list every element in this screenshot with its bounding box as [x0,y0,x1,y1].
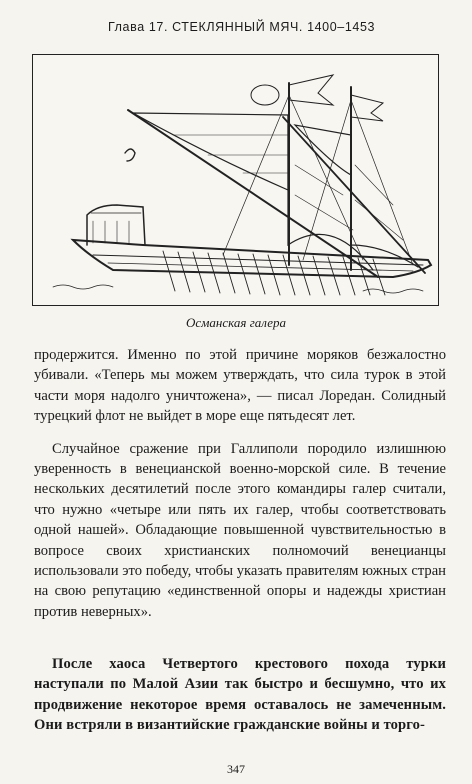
paragraph-1: продержится. Именно по этой причине моряков безжалостно убивали. «Теперь мы можем утверждать, что сила турок в этой части моря надолго уничтожена», — писал Лоредан. Солидный турецкий флот не выйдет в море еще пятьдесят лет. [34,347,446,425]
page-number: 347 [227,762,245,776]
paragraph-2: Случайное сражение при Галлиполи породило излишнюю уверенность в венецианской военно-морской силе. В течение нескольких десятилетий после этого командиры галер считали, что нужно «четыре или пять их галер, чтобы соответствовать одной нашей». Обладающие повышенной чувствительностью в вопросе своих христианских полномочий венецианцы использовали это победу, чтобы указать правителям южных стран на свою репутацию «единственной опоры и надежды христиан против неверных». [34,440,446,620]
body-text-section [34,654,446,736]
running-head: Глава 17. СТЕКЛЯННЫЙ МЯЧ. 1400–1453 [108,20,376,34]
body-text [34,345,446,622]
paragraph-3: После хаоса Четвертого крестового похода турки наступали по Малой Азии так быстро и бесшумно, что их продвижение некоторое время оставалось не замеченным. Они встряли в византийские гражданские войны и торго- [34,656,446,734]
figure-frame [32,54,439,306]
ottoman-galley-illustration [33,55,437,304]
figure-caption: Османская галера [185,315,287,330]
